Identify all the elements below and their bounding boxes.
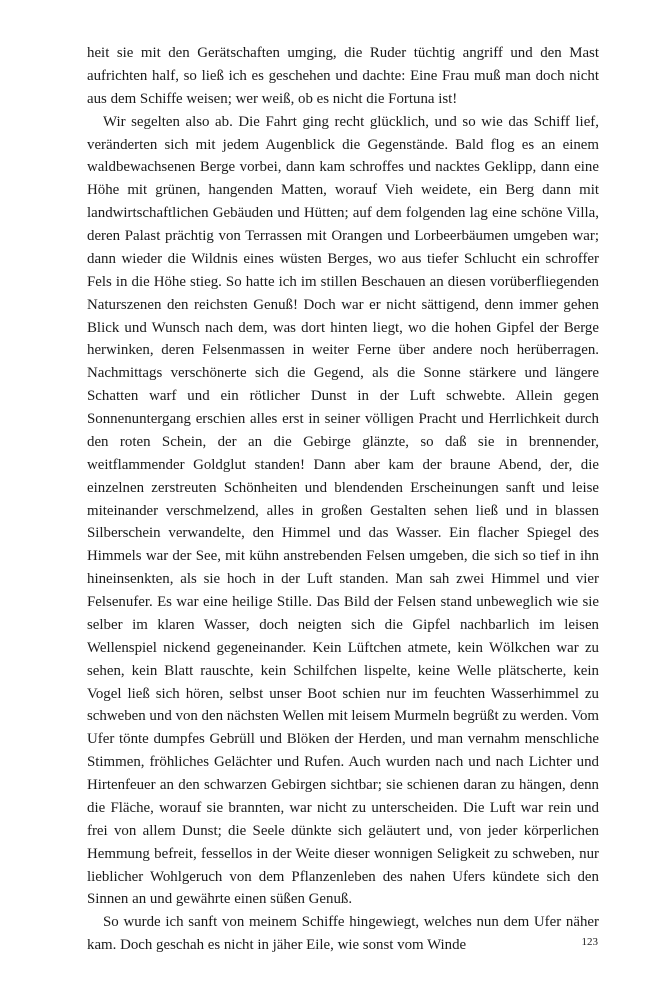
page-body	[87, 42, 599, 957]
paragraph-approach-shore: So wurde ich sanft von meinem Schiffe hingewiegt, welches nun dem Ufer näher kam. Doch geschah es nicht in jäher Eile, wie sonst vom Winde	[87, 914, 599, 954]
paragraph-continuation: heit sie mit den Gerätschaften umging, die Ruder tüchtig angriff und den Mast aufrichten half, so ließ ich es geschehen und dachte: Eine Frau muß man doch nicht aus dem Schiffe weisen; wer weiß, ob es nicht die Fortuna ist!	[87, 45, 599, 107]
page-number: 123	[581, 936, 598, 948]
paragraph-voyage: Wir segelten also ab. Die Fahrt ging recht glücklich, und so wie das Schiff lief, veränderten sich mit jedem Augenblick die Gegenstände. Bald flog es an einem waldbewachsenen Berge vorbei, dann kam schroffes und nacktes Geklipp, dann eine Höhe mit grünen, hangenden Matten, worauf Vieh weidete, ein Berg dann mit landwirtschaftlichen Gebäuden und Hütten; auf dem folgenden lag eine schöne Villa, deren Palast prächtig von Terrassen mit Orangen und Lorbeerbäumen umgeben war; dann wieder die Wildnis eines wüsten Berges, wo aus tiefer Schlucht ein schroffer Fels in die Höhe stieg. So hatte ich im stillen Beschauen an diesen vorüberfliegenden Naturszenen den reichsten Genuß! Doch war er nicht sättigend, denn immer gehen Blick und Wunsch nach dem, was dort hinten liegt, wo die hohen Gipfel der Berge herwinken, deren Felsenmassen in weiter Ferne über andere noch herüberragen. Nachmittags verschönerte sich die Gegend, als die Sonne stärkere und längere Schatten warf und ein rötlicher Dunst in der Luft schwebte. Allein gegen Sonnenuntergang erschien alles erst in seiner völligen Pracht und Herrlichkeit durch den roten Schein, der an die Gebirge glänzte, so daß sie in brennender, weitflammender Goldglut standen! Dann aber kam der braune Abend, der, die einzelnen zerstreuten Schönheiten und blendenden Erscheinungen sanft und leise miteinander verschmelzend, alles in großen Gestalten sehen ließ und in blassen Silberschein verwandelte, den Himmel und das Wasser. Ein flacher Spiegel des Himmels war der See, mit kühn anstrebenden Felsen umgeben, die sich so tief in ihn hineinsenkten, als sie hoch in der Luft standen. Man sah zwei Himmel und vier Felsenufer. Es war eine heilige Stille. Das Bild der Felsen stand unbeweglich wie sie selber im klaren Wasser, doch neigten sich die Gipfel nachbarlich im leisen Wellenspiel nickend gegeneinander. Kein Lüftchen atmete, kein Wölkchen war zu sehen, kein Blatt rauschte, kein Schilfchen lispelte, keine Welle plätscherte, kein Vogel ließ sich hören, selbst unser Boot schien nur im feuchten Wasserhimmel zu schweben und von den nächsten Wellen mit leisem Murmeln begrüßt zu werden. Vom Ufer tönte dumpfes Gebrüll und Blöken der Herden, und man vernahm menschliche Stimmen, fröhliches Gelächter und Rufen. Auch wurden nach und nach Lichter und Hirtenfeuer an den schwarzen Gebirgen sichtbar; sie schienen daran zu hängen, denn die Fläche, worauf sie brannten, war nicht zu unterscheiden. Die Luft war rein und frei von allem Dunst; die Seele dünkte sich geläutert und, von jeder körperlichen Hemmung befreit, fessellos in der Weite dieser wonnigen Seligkeit zu schweben, nur lieblicher Wohlgeruch von dem Pflanzenleben des nahen Ufers kündete sich den Sinnen an und gewährte einen süßen Genuß.	[87, 113, 600, 908]
